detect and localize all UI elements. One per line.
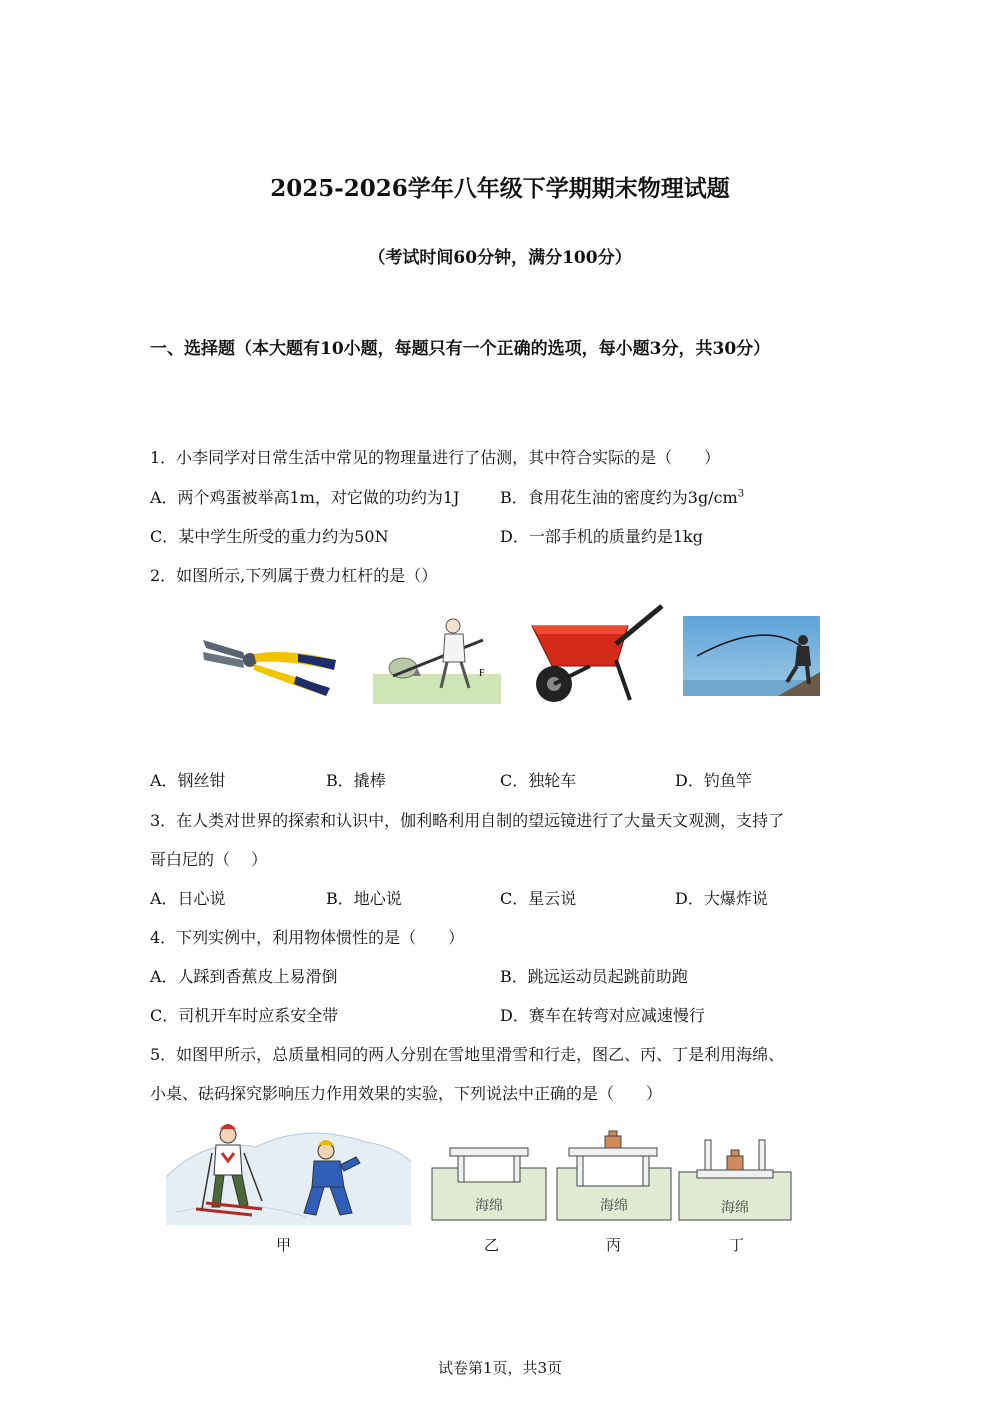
snow-scene-image <box>166 1117 411 1225</box>
figure-caption-yi: 乙 <box>484 1236 500 1254</box>
section-heading: 一、选择题（本大题有10小题，每题只有一个正确的选项，每小题3分，共30分） <box>150 339 771 359</box>
question-4-stem: 4．下列实例中，利用物体惯性的是（ ） <box>150 928 465 947</box>
pliers-image <box>198 630 343 700</box>
question-1-option-c: C．某中学生所受的重力约为50N <box>150 527 389 546</box>
figure-caption-bing: 丙 <box>606 1236 622 1254</box>
question-4-option-c: C．司机开车时应系安全带 <box>150 1006 339 1025</box>
figure-caption-ding: 丁 <box>729 1236 745 1254</box>
sponge-label: 海绵 <box>600 1198 628 1214</box>
sponge-experiment-yi <box>430 1140 548 1222</box>
sponge-experiment-ding <box>677 1128 793 1222</box>
question-2-option-d: D．钓鱼竿 <box>675 771 752 790</box>
figure-caption-jia: 甲 <box>276 1236 292 1254</box>
question-4-option-a: A．人踩到香蕉皮上易滑倒 <box>150 967 338 986</box>
question-1-option-b: B．食用花生油的密度约为$3g/cm^3$ <box>500 488 745 507</box>
question-4-option-d: D．赛车在转弯对应减速慢行 <box>500 1006 705 1025</box>
sponge-label: 海绵 <box>721 1200 749 1216</box>
sponge-label: 海绵 <box>475 1198 503 1214</box>
question-5-stem-line1: 5．如图甲所示，总质量相同的两人分别在雪地里滑雪和行走，图乙、丙、丁是利用海绵、 <box>150 1045 785 1064</box>
crowbar-image <box>373 612 501 704</box>
question-3-option-a: A．日心说 <box>150 889 226 908</box>
question-2-option-a: A．钢丝钳 <box>150 771 226 790</box>
question-2-option-b: B．撬棒 <box>326 771 386 790</box>
question-5-stem-line2: 小桌、砝码探究影响压力作用效果的实验，下列说法中正确的是（ ） <box>150 1084 663 1103</box>
question-1-option-a: A．两个鸡蛋被举高1m，对它做的功约为1J <box>150 488 460 507</box>
question-3-option-b: B．地心说 <box>326 889 402 908</box>
exam-subtitle: （考试时间60分钟，满分100分） <box>368 248 632 268</box>
question-3-option-d: D．大爆炸说 <box>675 889 768 908</box>
question-4-option-b: B．跳远运动员起跳前助跑 <box>500 967 688 986</box>
question-3-stem-line1: 3．在人类对世界的探索和认识中，伽利略利用自制的望远镜进行了大量天文观测，支持了 <box>150 811 785 830</box>
question-3-stem-line2: 哥白尼的（ ） <box>150 850 268 869</box>
question-3-option-c: C．星云说 <box>500 889 577 908</box>
force-label-f: F <box>479 668 485 679</box>
wheelbarrow-image <box>530 600 670 708</box>
fishing-rod-image <box>683 616 820 696</box>
question-2-option-c: C．独轮车 <box>500 771 577 790</box>
page-footer: 试卷第1页，共3页 <box>437 1359 563 1377</box>
question-2-stem: 2．如图所示,下列属于费力杠杆的是（） <box>150 566 438 585</box>
question-1-stem: 1．小李同学对日常生活中常见的物理量进行了估测，其中符合实际的是（ ） <box>150 448 721 467</box>
question-1-option-d: D．一部手机的质量约是1kg <box>500 527 703 546</box>
page-title: 2025-2026学年八年级下学期期末物理试题 <box>270 175 730 202</box>
sponge-experiment-bing <box>555 1128 673 1222</box>
